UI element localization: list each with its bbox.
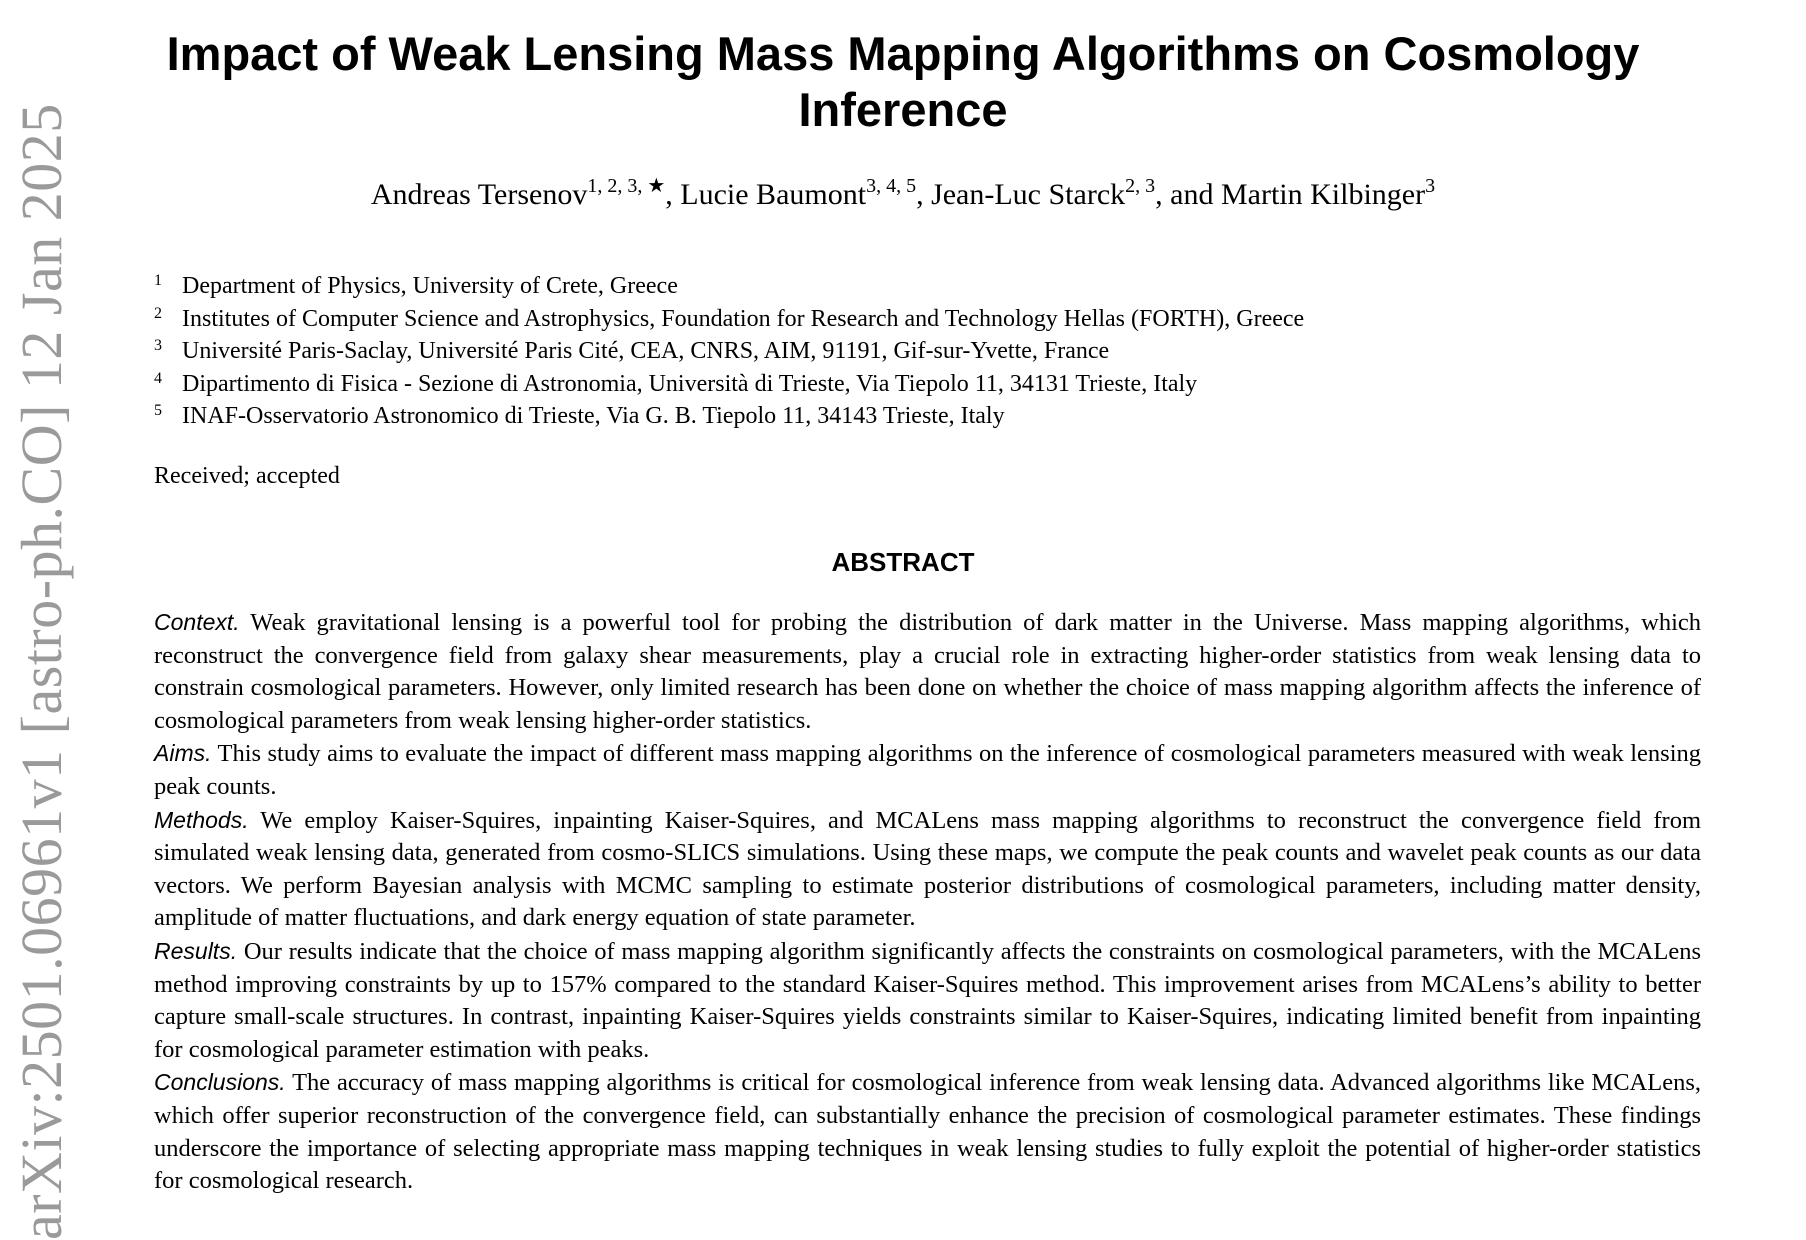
abstract-methods: Methods. We employ Kaiser-Squires, inpainting Kaiser-Squires, and MCALens mass mapping algorithms to reconstruct the convergence field from simulated weak lensing data, generated from cosmo-SLICS simulations. Using these maps, we compute the peak counts and wavelet peak counts as our data vectors. We perform Bayesian analysis with MCMC sampling to estimate posterior distributions of cosmological parameters, including matter density, amplitude of matter fluctuations, and dark energy equation of state parameter. [154,806,1701,932]
abstract-body [154,606,1701,1198]
received-line: Received; accepted [154,463,340,489]
abstract-context: Context. Weak gravitational lensing is a powerful tool for probing the distribution of dark matter in the Universe. Mass mapping algorithms, which reconstruct the convergence field from galaxy shear measurements, play a crucial role in extracting higher-order statistics from weak lensing data to constrain cosmological parameters. However, only limited research has been done on whether the choice of mass mapping algorithm affects the inference of cosmological parameters from weak lensing higher-order statistics. [154,609,1702,734]
affiliation: $^3$ Université Paris-Saclay, Université Paris Cité, CEA, CNRS, AIM, 91191, Gif-sur-Yvette, France [154,337,1110,364]
affiliation-list [154,270,1304,433]
author: Martin Kilbinger$^3$ [1220,175,1436,211]
author-affiliation-marks: 3 [1425,175,1436,197]
author: Andreas Tersenov$^{1, 2, 3, ★}$, [370,175,681,211]
author-affiliation-marks: 3, 4, 5 [866,175,917,197]
affiliation: $^5$ INAF-Osservatorio Astronomico di Trieste, Via G. B. Tiepolo 11, 34143 Trieste, Italy [154,402,1005,429]
arxiv-stamp: arXiv:2501.06961v1 [astro-ph.CO] 12 Jan 2025 [9,103,74,1240]
affiliation: $^1$ Department of Physics, University of Crete, Greece [154,272,678,299]
affiliation: $^2$ Institutes of Computer Science and Astrophysics, Foundation for Research and Technology Hellas (FORTH), Greece [154,304,1305,332]
section-label: Methods. [154,806,249,833]
author-affiliation-marks: 2, 3 [1125,175,1156,197]
abstract-heading: ABSTRACT [831,547,975,577]
section-label: Context. [154,609,240,635]
abstract-conclusions: Conclusions. The accuracy of mass mapping algorithms is critical for cosmological inference from weak lensing data. Advanced algorithms like MCALens, which offer superior reconstruction of the convergence field, can substantially enhance the precision of cosmological parameter estimates. These findings underscore the importance of selecting appropriate mass mapping techniques in weak lensing studies to fully exploit the potential of higher-order statistics for cosmological research. [154,1069,1701,1195]
section-label: Conclusions. [154,1069,286,1096]
author: Jean-Luc Starck$^{2, 3}$, and [931,175,1221,211]
affiliation: $^4$ Dipartimento di Fisica - Sezione di Astronomia, Università di Trieste, Via Tiepolo 11, 34131 Trieste, Italy [154,369,1198,397]
abstract-aims: Aims. This study aims to evaluate the impact of different mass mapping algorithms on the inference of cosmological parameters measured with weak lensing peak counts. [154,740,1701,800]
author-list [0,175,1806,215]
section-label: Aims. [154,740,212,767]
author: Lucie Baumont$^{3, 4, 5}$, [680,175,932,211]
paper-title: Impact of Weak Lensing Mass Mapping Algorithms on Cosmology Inference [166,27,1640,136]
abstract-results: Results. Our results indicate that the choice of mass mapping algorithm significantly affects the constraints on cosmological parameters, with the MCALens method improving constraints by up to 157% compared to the standard Kaiser-Squires method. This improvement arises from MCALens’s ability to better capture small-scale structures. In contrast, inpainting Kaiser-Squires yields constraints similar to Kaiser-Squires, indicating limited benefit from inpainting for cosmological parameter estimation with peaks. [154,937,1701,1063]
author-affiliation-marks: 1, 2, 3, ★ [587,175,666,197]
section-label: Results. [154,937,238,964]
